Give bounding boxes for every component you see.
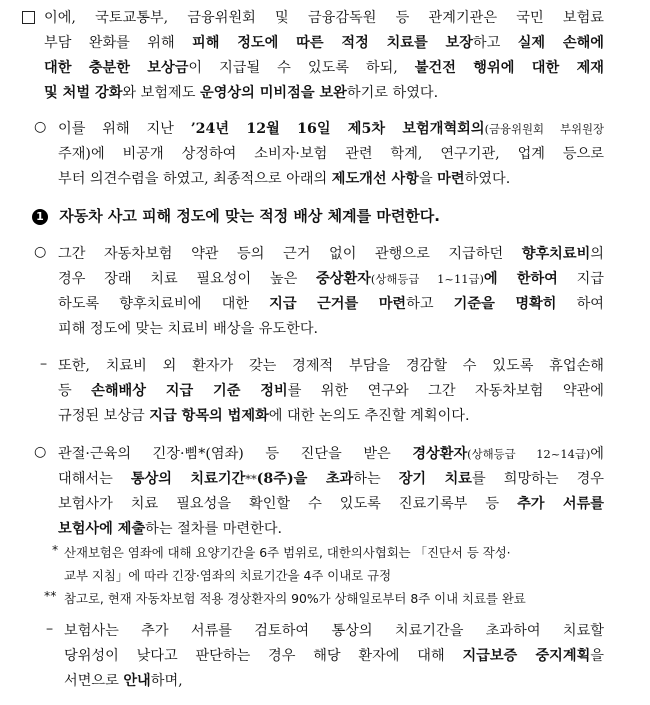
text-run: 당위성이 낮다고 판단하는 경우 해당 환자에 대해 bbox=[64, 648, 463, 664]
section-number-badge: 1 bbox=[32, 209, 48, 225]
text-run: 주재)에 비공개 상정하여 소비자·보험 관련 학계, 연구기관, 업계 등으로 bbox=[58, 146, 604, 162]
text-line bbox=[64, 587, 604, 610]
text-run: 보험사가 치료 필요성을 확인할 수 있도록 진료기록부 등 bbox=[58, 496, 518, 512]
text-run: 에 대한 논의도 추진할 계획이다. bbox=[268, 408, 470, 424]
text-run: 피해 정도에 맞는 치료비 배상을 유도한다. bbox=[58, 321, 319, 337]
circle-bullet-marker: ○ bbox=[34, 444, 47, 460]
text-line bbox=[44, 81, 604, 106]
text-run: 를 희망하는 경우 bbox=[472, 471, 604, 487]
bold-text-run: 지급 항목의 법제화 bbox=[149, 408, 269, 424]
text-run: 부터 의견수렴을 하였고, 최종적으로 아래의 bbox=[58, 171, 332, 187]
text-run: 하고 bbox=[472, 35, 518, 51]
footnote-2-marker: ** bbox=[44, 588, 57, 603]
bold-text-run: 기준을 명확히 bbox=[453, 296, 557, 312]
bold-text-run: 지급 근거를 마련 bbox=[269, 296, 407, 312]
text-line bbox=[58, 317, 604, 342]
text-run: 참고로, 현재 자동차보험 적용 경상환자의 90%가 상해일로부터 8주 이내 치료를 완료 bbox=[64, 591, 526, 606]
text-line bbox=[58, 517, 604, 542]
text-run: 을 bbox=[590, 648, 604, 664]
bold-text-run: 및 처벌 강화 bbox=[44, 85, 123, 101]
text-line bbox=[44, 31, 604, 56]
text-line bbox=[64, 669, 604, 694]
text-run: 의 bbox=[590, 246, 604, 262]
text-line bbox=[58, 117, 604, 142]
text-line bbox=[58, 242, 604, 267]
text-run: 관절·근육의 긴장·삠*(염좌) 등 진단을 받은 bbox=[58, 446, 413, 462]
background-lines bbox=[58, 117, 604, 192]
bold-text-run: 피해 정도에 따른 적정 치료를 보장 bbox=[192, 35, 473, 51]
text-run: 부담 완화를 위해 bbox=[44, 35, 193, 51]
footnote-1-lines bbox=[64, 541, 604, 587]
bold-text-run: 손해배상 지급 기준 정비 bbox=[91, 383, 288, 399]
dash-bullet-marker: – bbox=[40, 356, 48, 372]
text-line bbox=[64, 644, 604, 669]
text-line bbox=[58, 404, 604, 429]
bold-text-run: 대한 충분한 보상금 bbox=[44, 60, 189, 76]
bold-text-run: 에 한하여 bbox=[483, 271, 558, 287]
text-line bbox=[58, 292, 604, 317]
text-run: 또한, 치료비 외 환자가 갖는 경제적 부담을 경감할 수 있도록 휴업손해 bbox=[58, 358, 604, 374]
text-run: 하여 bbox=[556, 296, 604, 312]
text-run: 서면으로 bbox=[64, 673, 124, 689]
text-run: 규정된 보상금 bbox=[58, 408, 150, 424]
footnote-2-lines bbox=[64, 587, 604, 610]
text-run: 대해서는 bbox=[58, 471, 131, 487]
footnote-1-marker: * bbox=[52, 542, 59, 557]
bold-text-run: 마련 bbox=[437, 171, 465, 187]
bold-text-run: 장기 치료 bbox=[398, 471, 472, 487]
loss-compensation-lines bbox=[58, 354, 604, 429]
text-line bbox=[44, 56, 604, 81]
bold-text-run: 지급보증 중지계획 bbox=[462, 648, 591, 664]
text-line bbox=[58, 142, 604, 167]
text-run: 하기로 하였다. bbox=[346, 85, 439, 101]
text-run: 하는 절차를 마련한다. bbox=[145, 521, 283, 537]
text-line bbox=[58, 442, 604, 467]
text-run: 하며, bbox=[150, 673, 183, 689]
future-treatment-lines bbox=[58, 242, 604, 342]
text-run: 에 bbox=[590, 446, 604, 462]
bold-text-run: 보험사에 제출 bbox=[58, 521, 146, 537]
insurer-review-lines bbox=[64, 619, 604, 694]
bold-text-run: 운영상의 미비점을 보완 bbox=[199, 85, 347, 101]
text-line bbox=[58, 167, 604, 192]
text-line bbox=[58, 354, 604, 379]
text-line bbox=[64, 619, 604, 644]
small-text-run: (상해등급 1~11급) bbox=[370, 272, 484, 286]
text-run: 이 지급될 수 있도록 하되, bbox=[188, 60, 415, 76]
small-text-run: ** bbox=[245, 472, 257, 486]
minor-injury-lines bbox=[58, 442, 604, 542]
bold-text-run: 불건전 행위에 대한 제재 bbox=[414, 60, 604, 76]
bold-text-run: 통상의 치료기간 bbox=[130, 471, 246, 487]
text-line bbox=[58, 379, 604, 404]
text-run: 등 bbox=[58, 383, 92, 399]
text-run: 와 보험제도 bbox=[122, 85, 200, 101]
bold-text-run: 제도개선 사항 bbox=[331, 171, 419, 187]
small-text-run: (금융위원회 부위원장 bbox=[484, 122, 604, 136]
text-run: 경우 장래 치료 필요성이 높은 bbox=[58, 271, 317, 287]
dash-bullet-marker: – bbox=[46, 621, 54, 637]
text-run: 하는 bbox=[353, 471, 399, 487]
bold-text-run: 중상환자 bbox=[316, 271, 371, 287]
text-run: 를 위한 연구와 그간 자동차보험 약관에 bbox=[287, 383, 604, 399]
text-run: 하도록 향후치료비에 대한 bbox=[58, 296, 270, 312]
bold-text-run: (8주)을 초과 bbox=[256, 471, 354, 487]
text-run: 을 bbox=[418, 171, 438, 187]
section-heading bbox=[32, 204, 650, 228]
circle-bullet-marker: ○ bbox=[34, 119, 47, 135]
bold-text-run: 향후치료비 bbox=[521, 246, 591, 262]
text-run: 교부 지침」에 따라 긴장·염좌의 치료기간을 4주 이내로 규정 bbox=[64, 568, 392, 583]
text-line bbox=[64, 564, 604, 587]
bold-text-run: 안내 bbox=[123, 673, 151, 689]
text-line bbox=[58, 492, 604, 517]
intro-lines bbox=[44, 6, 604, 106]
bold-text-run: 추가 서류를 bbox=[517, 496, 604, 512]
text-run: 이에, 국토교통부, 금융위원회 및 금융감독원 등 관계기관은 국민 보험료 bbox=[44, 10, 604, 26]
section-heading-text: 자동차 사고 피해 정도에 맞는 적정 배상 체계를 마련한다. bbox=[59, 207, 440, 225]
checkbox-square-marker bbox=[22, 11, 35, 27]
text-run: 지급 bbox=[557, 271, 604, 287]
small-text-run: (상해등급 12~14급) bbox=[467, 447, 591, 461]
text-line bbox=[58, 467, 604, 492]
text-line bbox=[64, 541, 604, 564]
text-run: 하고 bbox=[406, 296, 454, 312]
text-line bbox=[44, 6, 604, 31]
text-line bbox=[58, 267, 604, 292]
circle-bullet-marker: ○ bbox=[34, 244, 47, 260]
text-run: 산재보험은 염좌에 대해 요양기간을 6주 범위로, 대한의사협회는 「진단서 등 작성· bbox=[64, 545, 511, 560]
bold-text-run: ’24년 12월 16일 제5차 보험개혁회의 bbox=[190, 121, 485, 137]
text-run: 하였다. bbox=[464, 171, 511, 187]
bold-text-run: 실제 손해에 bbox=[517, 35, 604, 51]
text-run: 이를 위해 지난 bbox=[58, 121, 191, 137]
text-run: 그간 자동차보험 약관 등의 근거 없이 관행으로 지급하던 bbox=[58, 246, 522, 262]
bold-text-run: 경상환자 bbox=[412, 446, 468, 462]
text-run: 보험사는 추가 서류를 검토하여 통상의 치료기간을 초과하여 치료할 bbox=[64, 623, 604, 639]
